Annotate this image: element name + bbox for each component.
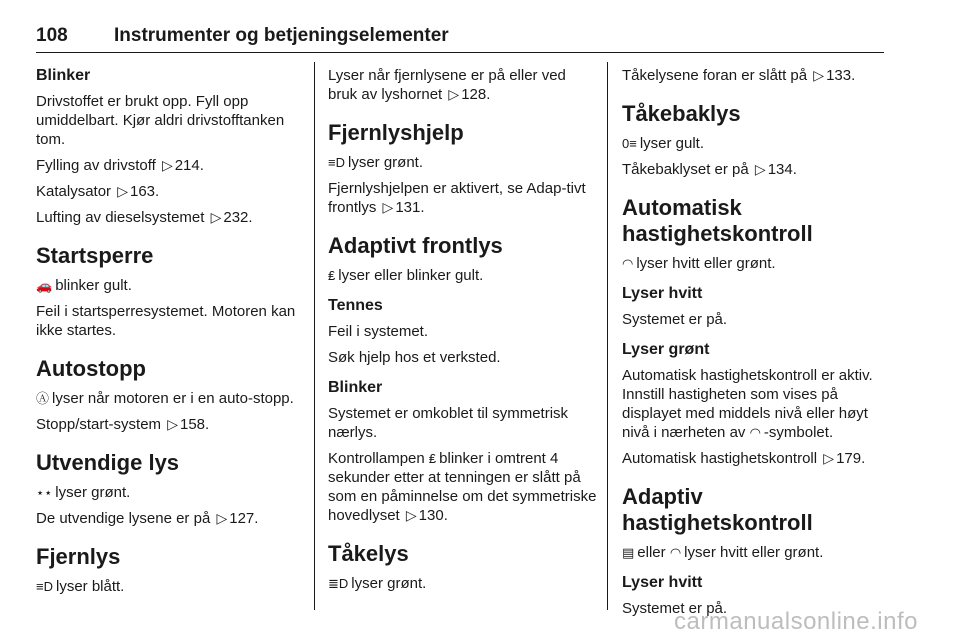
high-beam-assist-icon: ≡D	[328, 155, 345, 170]
paragraph: Feil i startsperresystemet. Motoren kan ikke startes.	[36, 303, 296, 339]
section-heading: Tåkelys	[328, 541, 409, 566]
exterior-lights-icon: ⋆⋆	[36, 485, 53, 500]
subsection-heading: Lyser grønt	[622, 341, 710, 358]
ref-arrow-icon: ▷	[117, 183, 128, 199]
section-heading: Utvendige lys	[36, 450, 180, 475]
ref-arrow-icon: ▷	[405, 507, 417, 523]
ref-page[interactable]: 163.	[130, 183, 160, 200]
section-heading: Adaptivt frontlys	[328, 233, 503, 258]
page-header	[36, 20, 884, 53]
cross-reference: Fylling av drivstoff ▷ 214.	[36, 157, 204, 174]
ref-arrow-icon: ▷	[161, 157, 173, 173]
ref-page[interactable]: 133.	[826, 67, 856, 84]
ref-arrow-icon: ▷	[448, 86, 460, 102]
section-heading: Autostopp	[36, 356, 146, 381]
subsection-heading: Blinker	[328, 379, 383, 396]
page-number: 108	[36, 25, 68, 46]
ref-arrow-icon: ▷	[210, 209, 222, 225]
column-3: Tåkelysene foran er slått på ▷ 133. Tåkebaklys 0≡ lyser gult. Tåkebaklyset er på ▷ 134. Automatisk hastighetskontroll ◠ lyser hvitt eller grønt. Lyser hvitt Systemet er på. Lyser grønt Automatisk hastighetskontroll er aktiv. Innstill hastigheten som vises på displayet med middels nivå eller høyt nivå i nærheten av ◠ -symbolet. Automatisk hastighetskontroll ▷ 179. Adaptiv hastighetskontroll ▤ eller ◠ lyser hvitt eller grønt. Lyser hvitt Systemet er på.	[622, 62, 892, 625]
ref-page[interactable]: 134.	[767, 161, 797, 178]
section-heading: Startsperre	[36, 243, 154, 268]
immobilizer-icon: 🚗	[36, 278, 53, 293]
adaptive-light-icon: ₤	[328, 268, 336, 283]
subsection-heading: Lyser hvitt	[622, 574, 703, 591]
paragraph: Drivstoffet er brukt opp. Fyll opp umiddelbart. Kjør aldri drivstofftanken tom.	[36, 93, 285, 148]
watermark: carmanualsonline.info	[674, 608, 918, 635]
column-divider-2	[607, 62, 608, 610]
ref-page[interactable]: 128.	[461, 86, 491, 103]
ref-page[interactable]: 127.	[229, 510, 259, 527]
rear-fog-light-icon: 0≡	[622, 136, 637, 151]
subsection-heading: Tennes	[328, 297, 383, 314]
fog-light-icon: ≣D	[328, 576, 349, 591]
ref-page[interactable]: 158.	[180, 416, 210, 433]
chapter-title: Instrumenter og betjeningselementer	[114, 25, 449, 46]
speed-limiter-icon: ◠	[622, 256, 634, 271]
ref-page[interactable]: 232.	[223, 209, 253, 226]
ref-arrow-icon: ▷	[754, 161, 766, 177]
section-heading: Fjernlys	[36, 544, 121, 569]
ref-arrow-icon: ▷	[382, 199, 394, 215]
subsection-heading: Lyser hvitt	[622, 285, 703, 302]
speed-limiter-icon: ◠	[749, 425, 761, 440]
section-heading: Adaptiv hastighetskontroll	[622, 484, 813, 535]
ref-arrow-icon: ▷	[823, 450, 835, 466]
adaptive-cruise-icon: ▤	[622, 545, 635, 560]
column-divider-1	[314, 62, 315, 610]
ref-page[interactable]: 214.	[174, 157, 204, 174]
high-beam-icon: ≡D	[36, 579, 53, 594]
cross-reference: Lufting av dieselsystemet ▷ 232.	[36, 209, 253, 226]
section-heading: Blinker	[36, 67, 91, 84]
section-heading: Automatisk hastighetskontroll	[622, 195, 813, 246]
ref-arrow-icon: ▷	[167, 416, 178, 432]
adaptive-light-icon: ₤	[428, 451, 437, 466]
ref-arrow-icon: ▷	[813, 67, 825, 83]
section-heading: Tåkebaklys	[622, 101, 741, 126]
cross-reference: Stopp/start-system ▷ 158.	[36, 416, 210, 433]
section-heading: Fjernlyshjelp	[328, 120, 464, 145]
column-1: Blinker Drivstoffet er brukt opp. Fyll opp umiddelbart. Kjør aldri drivstofftanken tom. Fylling av drivstoff ▷ 214. Katalysator ▷ 163. Lufting av dieselsystemet ▷ 232. Startsperre 🚗 blinker gult. Feil i startsperresystemet. Motoren kan ikke startes. Autostopp Ⓐ lyser når motoren er i en auto-stopp. Stopp/start-system ▷ 158. Utvendige lys ⋆⋆ lyser grønt. De utvendige lysene er på ▷ 127. Fjernlys ≡D lyser blått.	[36, 62, 306, 603]
ref-arrow-icon: ▷	[216, 510, 228, 526]
autostop-icon: Ⓐ	[36, 391, 50, 406]
speed-limiter-icon: ◠	[669, 545, 682, 560]
ref-page[interactable]: 131.	[395, 199, 425, 216]
column-2: Lyser når fjernlysene er på eller ved bruk av lyshornet ▷ 128. Fjernlyshjelp ≡D lyser grønt. Fjernlyshjelpen er aktivert, se Adap-tivt frontlys ▷ 131. Adaptivt frontlys ₤ lyser eller blinker gult. Tennes Feil i systemet. Søk hjelp hos et verksted. Blinker Systemet er omkoblet til symmetrisk nærlys. Kontrollampen ₤ blinker i omtrent 4 sekunder etter at tenningen er slått på som en påminnelse om det symmetriske hovedlyset ▷ 130. Tåkelys ≣D lyser grønt.	[328, 67, 597, 592]
ref-page[interactable]: 130.	[418, 507, 448, 524]
cross-reference: Katalysator ▷ 163.	[36, 183, 160, 200]
ref-page[interactable]: 179.	[836, 450, 866, 467]
cross-reference: De utvendige lysene er på ▷ 127.	[36, 510, 259, 527]
